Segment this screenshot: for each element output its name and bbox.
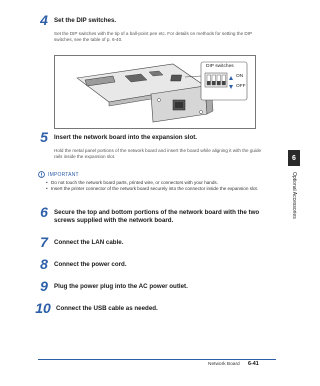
important-note — [38, 171, 278, 192]
step-number: 5 — [40, 129, 48, 145]
step-heading: Connect the USB cable as needed. — [56, 305, 158, 312]
step-10 — [34, 302, 262, 315]
step-body: Set the DIP switches with the tip of a ball-point pen etc. For details on methods for setting the DIP switches, see the table of p. 6-40. — [54, 31, 252, 43]
step-4 — [38, 14, 266, 44]
network-board-figure — [54, 55, 256, 129]
step-7 — [38, 236, 266, 249]
step-heading: Set the DIP switches. — [54, 17, 117, 24]
step-6 — [38, 206, 266, 225]
step-body: Hold the metal panel portions of the network board and insert the board while aligning it with the guide rails inside the expansion slot. — [54, 148, 262, 160]
section-title-vertical: Optional Accessories — [291, 172, 297, 219]
footer-rule — [38, 359, 276, 360]
step-number: 6 — [40, 204, 48, 220]
on-label: ON — [236, 74, 244, 79]
important-list — [46, 180, 278, 192]
important-item: • Insert the printer connector of the network board securely into the connector inside the expansion slot. — [46, 186, 278, 192]
page-number: 6-41 — [248, 361, 259, 367]
step-heading: Connect the power cord. — [54, 261, 127, 268]
step-heading: Connect the LAN cable. — [54, 239, 124, 246]
important-icon — [38, 171, 45, 178]
chapter-tab: 6 — [288, 150, 300, 166]
step-heading: Secure the top and bottom portions of the network board with the two screws supplied with the network board. — [54, 209, 260, 224]
step-number: 10 — [35, 300, 51, 316]
step-5 — [38, 131, 266, 161]
step-number: 7 — [40, 234, 48, 250]
step-9 — [38, 280, 266, 293]
step-heading: Plug the power plug into the AC power outlet. — [54, 283, 188, 290]
step-heading: Insert the network board into the expansion slot. — [54, 134, 198, 141]
step-number: 4 — [40, 12, 48, 28]
step-number: 9 — [40, 278, 48, 294]
dip-switches-label: DIP switches — [206, 64, 234, 69]
off-label: OFF — [236, 84, 246, 89]
footer-title: Network Board — [208, 362, 240, 367]
step-number: 8 — [40, 256, 48, 272]
important-title: IMPORTANT — [48, 171, 79, 178]
step-8 — [38, 258, 266, 271]
important-item: • Do not touch the network board parts, printed wire, or connectors with your hands. — [46, 180, 278, 186]
